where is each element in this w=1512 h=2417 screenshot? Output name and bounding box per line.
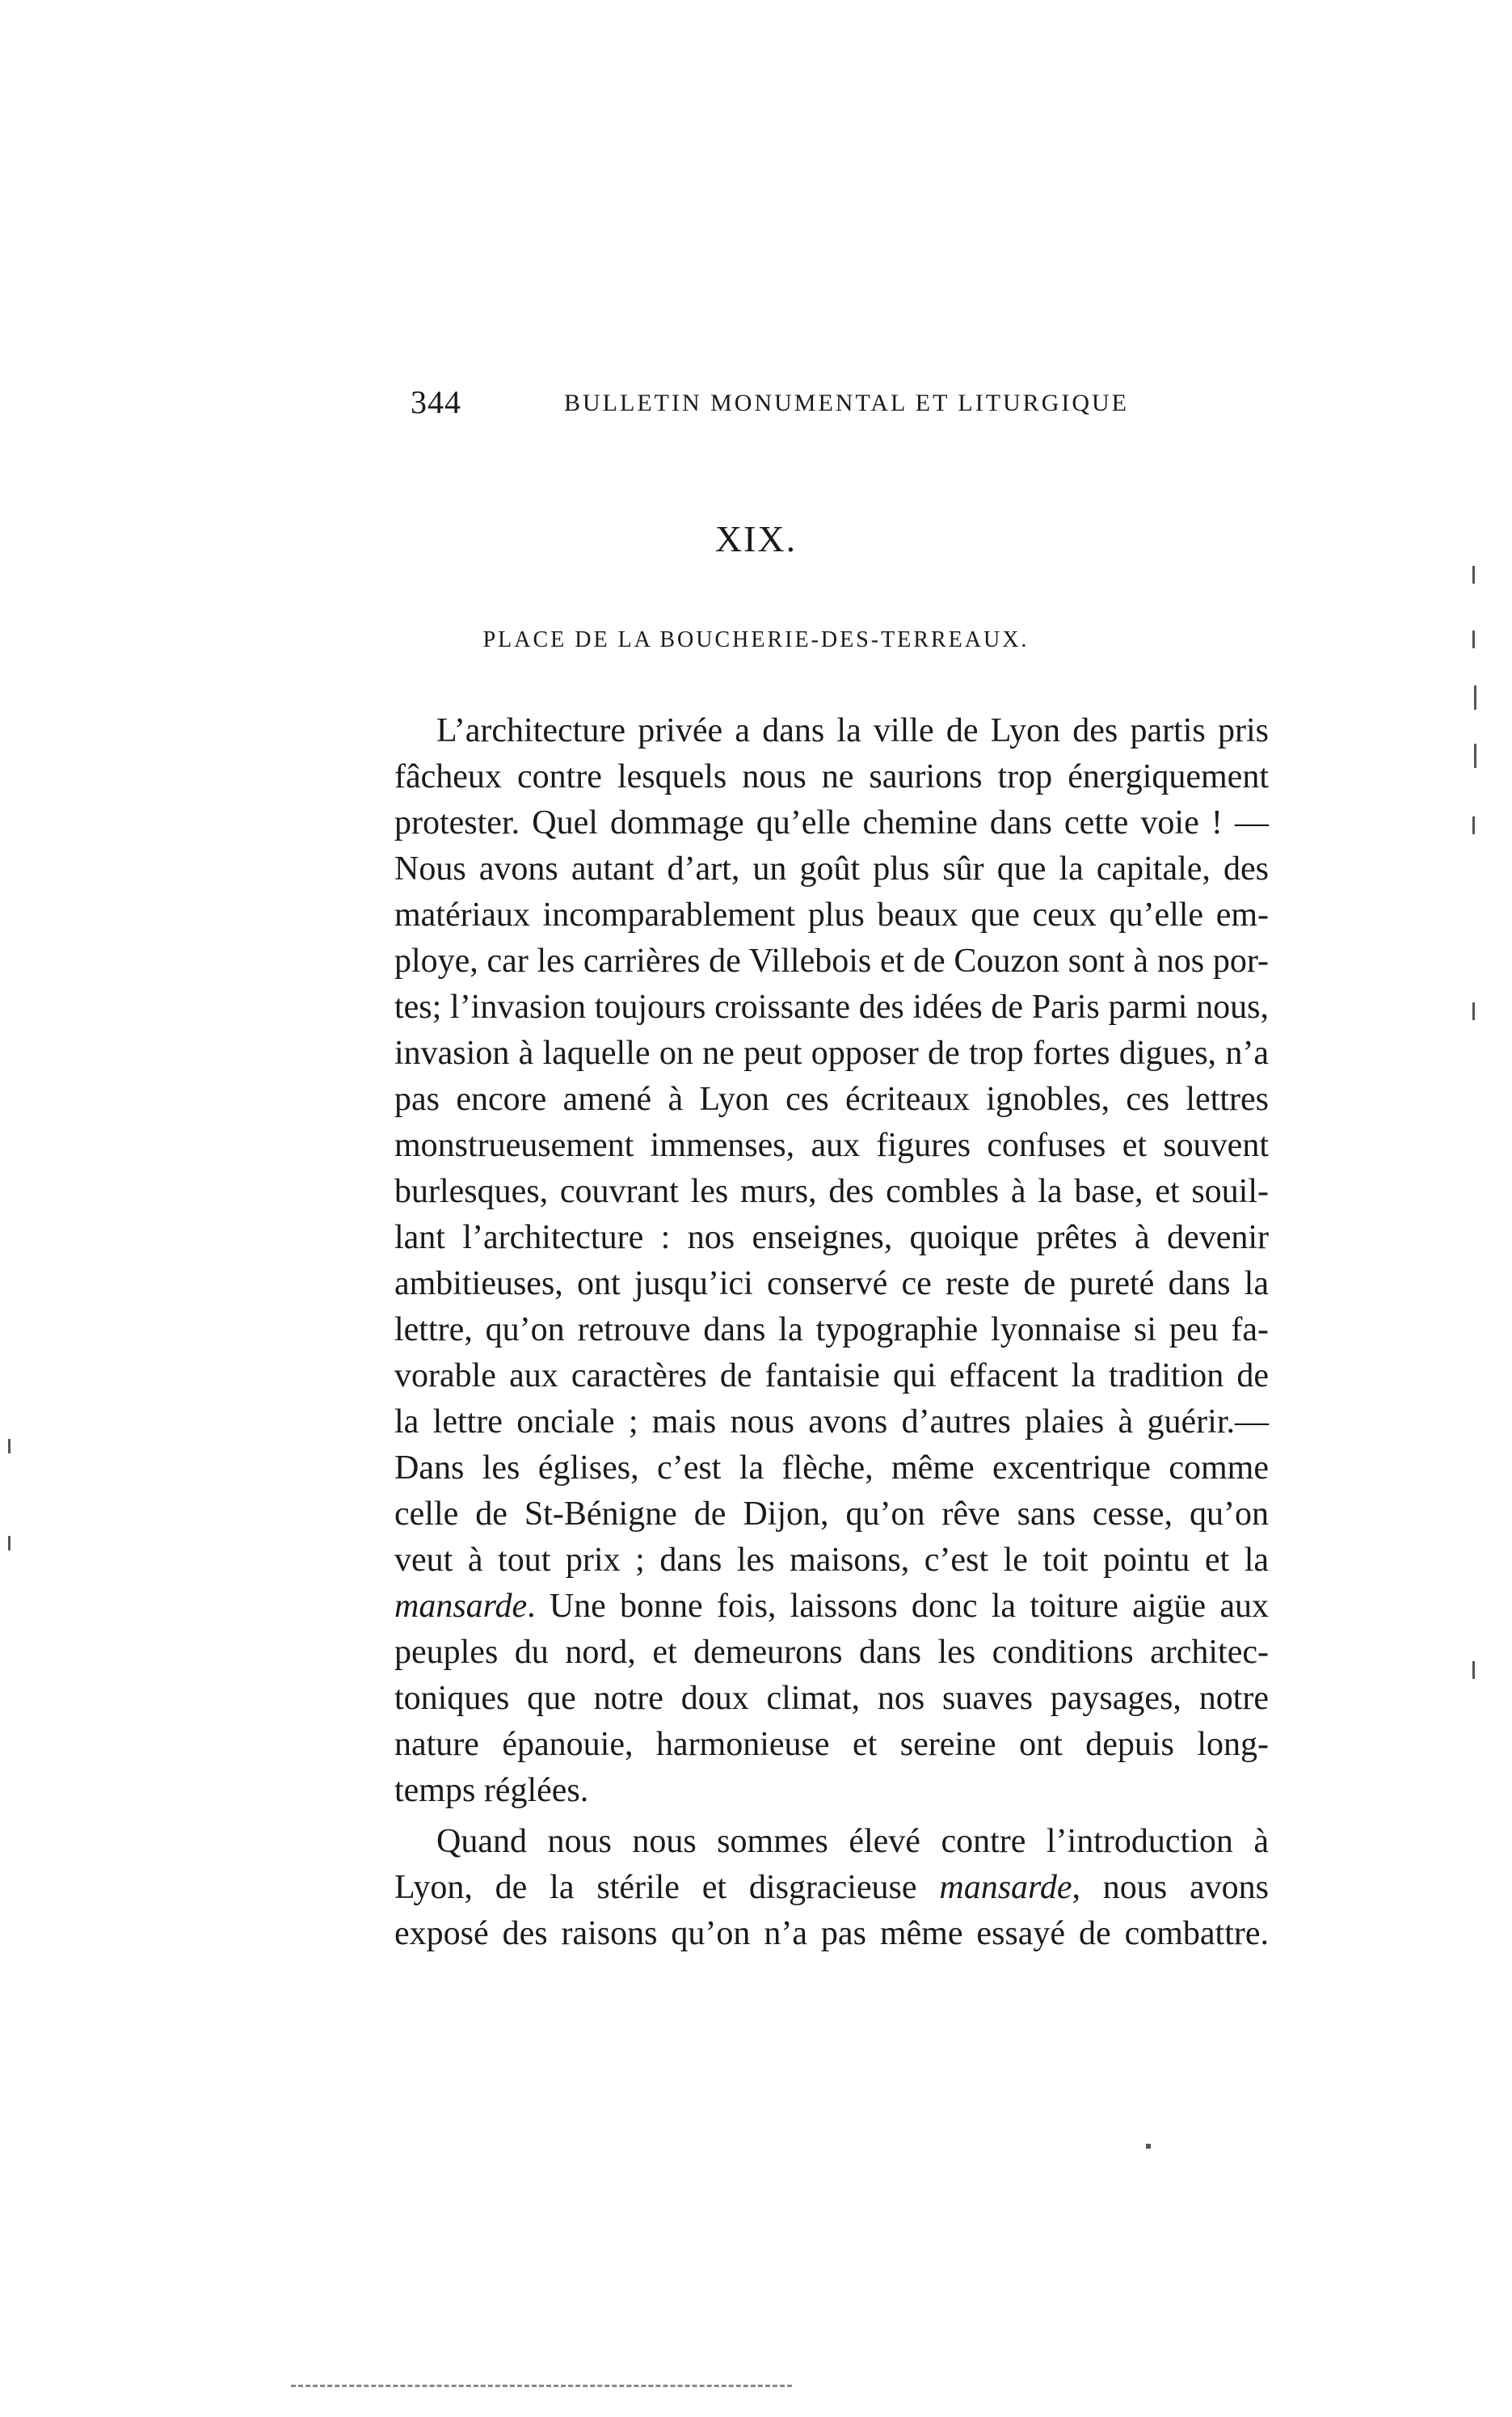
- text-line: ploye, car les carrières de Villebois et de Couzon sont à nos por-: [394, 943, 1269, 980]
- text-line: monstrueusement immenses, aux figures confuses et souvent: [394, 1127, 1269, 1164]
- text-line: fâcheux contre lesquels nous ne saurions trop énergiquement: [394, 758, 1269, 795]
- scan-edge-dashes: [291, 2385, 792, 2390]
- italic-word: mansarde: [394, 1588, 528, 1625]
- text-line: nature épanouie, harmonieuse et sereine ont depuis long-: [394, 1726, 1269, 1763]
- text-line: vorable aux caractères de fantaisie qui effacent la tradition de: [394, 1357, 1269, 1394]
- scan-speck: [1472, 631, 1475, 648]
- text-line: Quand nous nous sommes élevé contre l’introduction à: [436, 1823, 1269, 1860]
- text-line: Dans les églises, c’est la flèche, même excentrique comme: [394, 1449, 1269, 1487]
- text-line: la lettre onciale ; mais nous avons d’autres plaies à guérir.—: [394, 1403, 1269, 1440]
- text-line: lettre, qu’on retrouve dans la typographie lyonnaise si peu fa-: [394, 1311, 1269, 1348]
- text-line: burlesques, couvrant les murs, des combles à la base, et souil-: [394, 1173, 1269, 1210]
- text-line: toniques que notre doux climat, nos suaves paysages, notre: [394, 1680, 1269, 1717]
- scan-speck: [1472, 1002, 1475, 1020]
- text-line: pas encore amené à Lyon ces écriteaux ignobles, ces lettres: [394, 1081, 1269, 1118]
- text-line: temps réglées.: [394, 1772, 589, 1809]
- text-line: matériaux incomparablement plus beaux que ceux qu’elle em-: [394, 896, 1269, 934]
- italic-word: mansarde: [939, 1869, 1072, 1906]
- scan-speck: [1146, 2144, 1151, 2149]
- text-line: ambitieuses, ont jusqu’ici conservé ce reste de pureté dans la: [394, 1265, 1269, 1302]
- scan-speck: [1474, 685, 1476, 710]
- text-line: lant l’architecture : nos enseignes, quoique prêtes à devenir: [394, 1219, 1269, 1256]
- text-line: protester. Quel dommage qu’elle chemine dans cette voie ! —: [394, 804, 1269, 842]
- journal-title: BULLETIN MONUMENTAL ET LITURGIQUE: [564, 390, 1129, 416]
- text-line: L’architecture privée a dans la ville de Lyon des partis pris: [436, 712, 1269, 749]
- body-text: [394, 708, 1269, 1957]
- scan-speck: [1474, 744, 1476, 768]
- text-line: Lyon, de la stérile et disgracieuse mansarde, nous avons: [394, 1869, 1269, 1906]
- text-line: mansarde. Une bonne fois, laissons donc la toiture aigüe aux: [394, 1588, 1269, 1625]
- text-line: exposé des raisons qu’on n’a pas même essayé de combattre.: [394, 1915, 1269, 1952]
- section-number: XIX.: [714, 518, 798, 559]
- text-line: tes; l’invasion toujours croissante des idées de Paris parmi nous,: [394, 989, 1269, 1026]
- running-head: [411, 383, 1162, 432]
- scan-speck: [1472, 816, 1475, 834]
- text-line: veut à tout prix ; dans les maisons, c’est le toit pointu et la: [394, 1542, 1269, 1579]
- text-line: invasion à laquelle on ne peut opposer de trop fortes digues, n’a: [394, 1035, 1269, 1072]
- scan-speck: [1472, 1661, 1475, 1679]
- scan-speck: [8, 1536, 11, 1550]
- text-line: celle de St-Bénigne de Dijon, qu’on rêve sans cesse, qu’on: [394, 1495, 1269, 1533]
- page-number: 344: [411, 384, 461, 420]
- text-line: peuples du nord, et demeurons dans les conditions architec-: [394, 1634, 1269, 1671]
- scan-speck: [1472, 566, 1475, 584]
- section-title: PLACE DE LA BOUCHERIE-DES-TERREAUX.: [482, 627, 1030, 652]
- text-line: Nous avons autant d’art, un goût plus sûr que la capitale, des: [394, 850, 1269, 888]
- scan-speck: [8, 1439, 11, 1453]
